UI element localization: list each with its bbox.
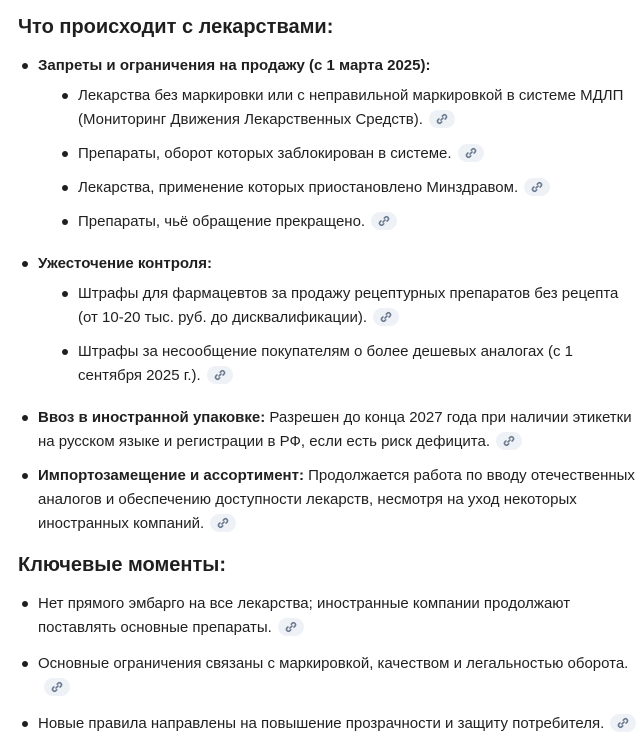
group-heading: Запреты и ограничения на продажу (с 1 марта 2025): — [38, 57, 431, 74]
link-icon — [378, 215, 390, 227]
source-link-button[interactable] — [44, 678, 70, 696]
link-icon — [285, 621, 297, 633]
link-icon — [617, 717, 629, 729]
paragraph-import-substitution — [18, 464, 640, 536]
list-item-text: Основные ограничения связаны с маркировкой, качеством и легальностью оборота. — [38, 655, 629, 672]
list-item — [58, 210, 640, 234]
source-link-button[interactable] — [373, 308, 399, 326]
list-item — [18, 652, 640, 700]
link-icon — [51, 681, 63, 693]
link-icon — [503, 435, 515, 447]
paragraph-foreign-packaging — [18, 406, 640, 454]
paragraph-bold: Импортозамещение и ассортимент: — [38, 467, 304, 484]
list-item — [58, 84, 640, 132]
list-item — [58, 340, 640, 388]
list-item-text: Лекарства, применение которых приостановлено Минздравом. — [78, 179, 519, 196]
link-icon — [465, 147, 477, 159]
link-icon — [214, 369, 226, 381]
source-link-button[interactable] — [524, 178, 550, 196]
list-item-text: Штрафы для фармацевтов за продажу рецептурных препаратов без рецепта (от 10-20 тыс. руб. до дисквалификации). — [78, 285, 619, 326]
list-item — [58, 142, 640, 166]
link-icon — [531, 181, 543, 193]
list-item-text: Препараты, оборот которых заблокирован в системе. — [78, 145, 452, 162]
list-item — [58, 176, 640, 200]
group-control-tightening — [18, 252, 640, 388]
list-item — [18, 712, 640, 736]
source-link-button[interactable] — [496, 432, 522, 450]
key-points-list — [18, 592, 640, 736]
link-icon — [380, 311, 392, 323]
section-title-medicines: Что происходит с лекарствами: — [18, 16, 334, 38]
list-item — [58, 282, 640, 330]
source-link-button[interactable] — [458, 144, 484, 162]
sub-list — [38, 84, 640, 234]
source-link-button[interactable] — [278, 618, 304, 636]
source-link-button[interactable] — [429, 110, 455, 128]
list-item-text: Лекарства без маркировки или с неправильной маркировкой в системе МДЛП (Мониторинг Движения Лекарственных Средств). — [78, 87, 624, 128]
list-item-text: Нет прямого эмбарго на все лекарства; иностранные компании продолжают поставлять основные препараты. — [38, 595, 571, 636]
list-item-text: Препараты, чьё обращение прекращено. — [78, 213, 366, 230]
group-sales-restrictions — [18, 54, 640, 234]
sub-list — [38, 282, 640, 388]
section-title-key-points: Ключевые моменты: — [18, 554, 227, 576]
list-item-text: Штрафы за несообщение покупателям о более дешевых аналогах (с 1 сентября 2025 г.). — [78, 343, 573, 384]
source-link-button[interactable] — [371, 212, 397, 230]
source-link-button[interactable] — [207, 366, 233, 384]
link-icon — [217, 517, 229, 529]
paragraph-text: Продолжается работа по вводу отечественных аналогов и обеспечению доступности лекарств, несмотря на уход некоторых иностранных компаний. — [38, 467, 635, 532]
paragraph-text: Разрешен до конца 2027 года при наличии этикетки на русском языке и регистрации в РФ, если есть риск дефицита. — [38, 409, 632, 450]
list-item — [18, 592, 640, 640]
link-icon — [436, 113, 448, 125]
list-item-text: Новые правила направлены на повышение прозрачности и защиту потребителя. — [38, 715, 605, 732]
source-link-button[interactable] — [210, 514, 236, 532]
group-heading: Ужесточение контроля: — [38, 255, 212, 272]
paragraph-bold: Ввоз в иностранной упаковке: — [38, 409, 266, 426]
medicines-list — [18, 54, 640, 536]
source-link-button[interactable] — [610, 714, 636, 732]
